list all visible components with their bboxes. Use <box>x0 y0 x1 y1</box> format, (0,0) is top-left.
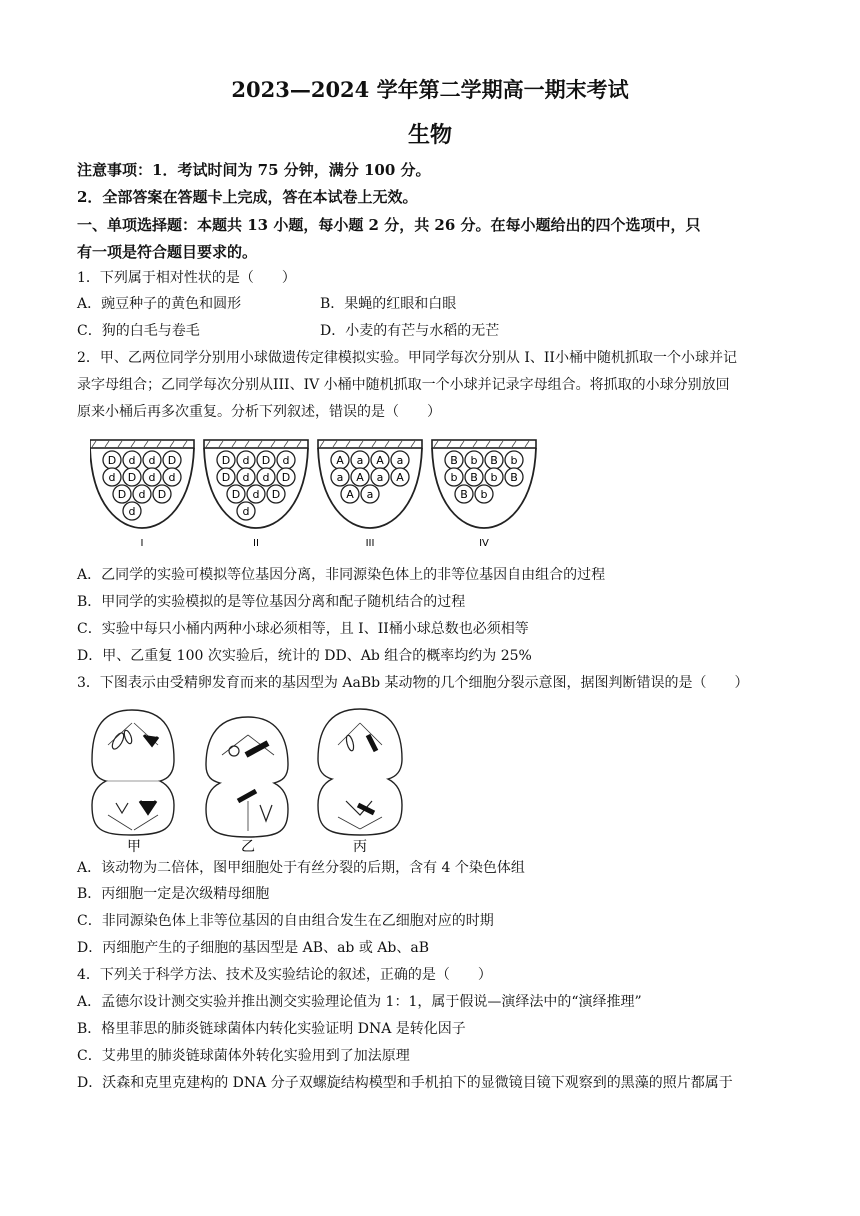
ball-letter: b <box>470 454 478 467</box>
ball-letter: d <box>138 488 146 501</box>
section-heading-line-1: 一、单项选择题：本题共 13 小题，每小题 2 分，共 26 分。在每小题给出的四个选项中，只 <box>77 216 701 234</box>
ball-letter: d <box>242 505 250 518</box>
ball-letter: D <box>261 454 271 467</box>
ball-letter: a <box>396 454 404 467</box>
ball-letter: D <box>231 488 241 501</box>
bucket-3 <box>318 440 422 549</box>
q2-option-a: A．乙同学的实验可模拟等位基因分离，非同源染色体上的非等位基因自由组合的过程 <box>77 567 606 583</box>
ball-letter: A <box>356 471 364 484</box>
bucket-label: II <box>253 538 259 549</box>
q1-stem: 1．下列属于相对性状的是（ ） <box>77 270 296 286</box>
q4-option-a: A．孟德尔设计测交实验并推出测交实验理论值为 1：1，属于假说—演绎法中的“演绎推理” <box>77 994 642 1010</box>
bucket-4 <box>432 440 536 549</box>
ball-letter: A <box>346 488 354 501</box>
bucket-2 <box>204 440 308 549</box>
bucket-label: III <box>365 538 375 549</box>
ball-letter: A <box>336 454 344 467</box>
q3-stem: 3．下图表示由受精卵发育而来的基因型为 AaBb 某动物的几个细胞分裂示意图，据图判断错误的是（ ） <box>77 675 749 691</box>
ball-letter: d <box>242 454 250 467</box>
ball-letter: d <box>128 454 136 467</box>
bucket-figure <box>90 436 550 556</box>
ball-letter: D <box>157 488 167 501</box>
ball-letter: a <box>356 454 364 467</box>
q1-option-a: A．豌豆种子的黄色和圆形 <box>77 296 242 312</box>
q3-option-a: A．该动物为二倍体，图甲细胞处于有丝分裂的后期，含有 4 个染色体组 <box>77 860 525 876</box>
cell-division-figure <box>88 705 408 855</box>
ball-letter: B <box>460 488 468 501</box>
q1-option-d: D．小麦的有芒与水稻的无芒 <box>320 323 500 339</box>
q2-stem-3: 原来小桶后再多次重复。分析下列叙述，错误的是（ ） <box>77 404 441 420</box>
subject-title: 生物 <box>407 122 452 148</box>
cell-label-bing: 丙 <box>353 839 367 855</box>
q4-option-b: B．格里菲思的肺炎链球菌体内转化实验证明 DNA 是转化因子 <box>77 1021 466 1037</box>
ball-letter: d <box>148 471 156 484</box>
ball-letter: a <box>376 471 384 484</box>
ball-letter: B <box>490 454 498 467</box>
q4-stem: 4．下列关于科学方法、技术及实验结论的叙述，正确的是（ ） <box>77 967 492 983</box>
ball-letter: b <box>480 488 488 501</box>
ball-letter: D <box>167 454 177 467</box>
q4-option-d: D．沃森和克里克建构的 DNA 分子双螺旋结构模型和手机拍下的显微镜目镜下观察到的黑藻的照片都属于 <box>77 1075 733 1091</box>
q4-option-c: C．艾弗里的肺炎链球菌体外转化实验用到了加法原理 <box>77 1048 410 1064</box>
q2-option-c: C．实验中每只小桶内两种小球必须相等，且 I、II桶小球总数也必须相等 <box>77 621 529 637</box>
q2-option-d: D．甲、乙重复 100 次实验后，统计的 DD、Ab 组合的概率均约为 25% <box>77 648 532 664</box>
q3-option-c: C．非同源染色体上非等位基因的自由组合发生在乙细胞对应的时期 <box>77 913 494 929</box>
ball-letter: D <box>117 488 127 501</box>
cell-label-yi: 乙 <box>241 839 255 855</box>
notice-line-1: 注意事项：1．考试时间为 75 分钟，满分 100 分。 <box>77 161 431 179</box>
ball-letter: b <box>450 471 458 484</box>
exam-title: 2023—2024 学年第二学期高一期末考试 <box>231 77 629 102</box>
ball-letter: d <box>148 454 156 467</box>
notice-line-2: 2．全部答案在答题卡上完成，答在本试卷上无效。 <box>77 188 418 206</box>
ball-letter: D <box>281 471 291 484</box>
ball-letter: B <box>510 471 518 484</box>
ball-letter: d <box>108 471 116 484</box>
ball-letter: D <box>127 471 137 484</box>
ball-letter: b <box>490 471 498 484</box>
cell-jia <box>92 710 174 835</box>
ball-letter: d <box>128 505 136 518</box>
q2-option-b: B．甲同学的实验模拟的是等位基因分离和配子随机结合的过程 <box>77 594 466 610</box>
cell-label-jia: 甲 <box>127 839 141 855</box>
bucket-label: IV <box>479 538 489 549</box>
ball-letter: B <box>470 471 478 484</box>
ball-letter: d <box>262 471 270 484</box>
ball-letter: a <box>336 471 344 484</box>
ball-letter: b <box>510 454 518 467</box>
ball-letter: d <box>252 488 260 501</box>
bucket-label: I <box>140 538 144 549</box>
ball-letter: D <box>221 471 231 484</box>
q3-option-b: B．丙细胞一定是次级精母细胞 <box>77 886 270 902</box>
bucket-1 <box>90 440 194 549</box>
q2-stem-2: 录字母组合；乙同学每次分别从III、IV 小桶中随机抓取一个小球并记录字母组合。将抓取的小球分别放回 <box>77 377 730 393</box>
ball-letter: d <box>168 471 176 484</box>
section-heading-line-2: 有一项是符合题目要求的。 <box>77 243 258 261</box>
q1-option-b: B．果蝇的红眼和白眼 <box>320 296 457 312</box>
ball-letter: D <box>221 454 231 467</box>
ball-letter: A <box>396 471 404 484</box>
cell-yi <box>206 717 288 837</box>
ball-letter: d <box>282 454 290 467</box>
ball-letter: B <box>450 454 458 467</box>
q2-stem-1: 2．甲、乙两位同学分别用小球做遗传定律模拟实验。甲同学每次分别从 I、II小桶中随机抓取一个小球并记 <box>77 350 737 366</box>
cell-bing <box>318 709 402 835</box>
q1-option-c: C．狗的白毛与卷毛 <box>77 323 200 339</box>
ball-letter: D <box>107 454 117 467</box>
ball-letter: d <box>242 471 250 484</box>
ball-letter: a <box>366 488 374 501</box>
ball-letter: D <box>271 488 281 501</box>
q3-option-d: D．丙细胞产生的子细胞的基因型是 AB、ab 或 Ab、aB <box>77 940 429 956</box>
ball-letter: A <box>376 454 384 467</box>
